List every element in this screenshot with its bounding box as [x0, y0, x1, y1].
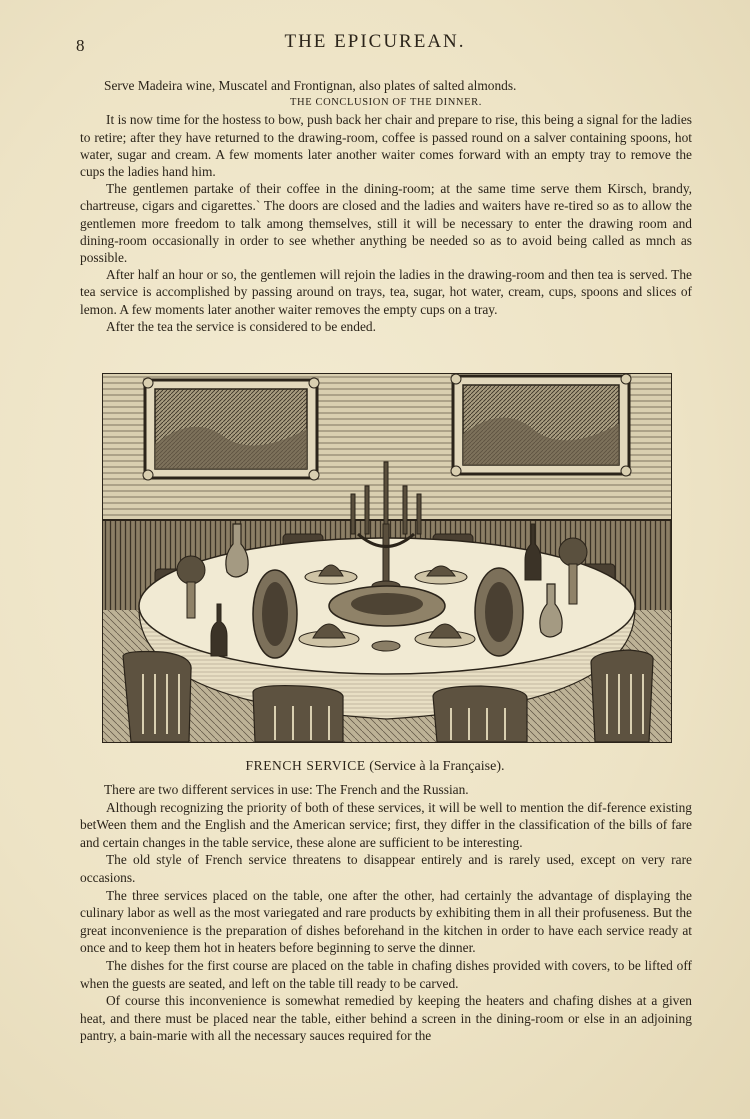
paragraph: Although recognizing the priority of both of these services, it will be well to mention the dif-ference existing betWeen them and the English and the American service; first, they differ in the classification of the bills of fare and certain changes in the table service, these alone are sufficient to be interesting. [80, 799, 692, 850]
paragraph: The three services placed on the table, one after the other, had certainly the advantage of displaying the culinary labor as well as the most variegated and rare products by exhibiting them in all their profuseness. But the great inconvenience is the preparation of dishes beforehand in the kitchen in order to have each service ready at once and to keep them hot in heaters before beginning to serve the dinner. [80, 887, 692, 956]
left-painting [143, 378, 319, 480]
paragraph: The gentlemen partake of their coffee in the dining-room; at the same time serve them Kirsch, brandy, chartreuse, cigars and cigarettes.` The doors are closed and the ladies and waiters have re-tired so as to allow the gentlemen more freedom to talk among themselves, still it will be necessary to enter the drawing room and dining-room occasionally in order to see whether anything be needed so as to avoid being called as mnch as possible. [80, 181, 692, 266]
bottom-text-block [80, 781, 692, 1045]
section-subheading: THE CONCLUSION OF THE DINNER. [290, 97, 482, 109]
centerpiece-platter [329, 586, 445, 626]
paragraph: After half an hour or so, the gentlemen will rejoin the ladies in the drawing-room and then tea is served. The tea service is accomplished by passing around on trays, tea, sugar, hot water, cream, cups, spoons and slices of lemon. A few moments later another waiter removes the empty cups on a tray. [80, 267, 692, 317]
paragraph: The old style of French service threatens to disappear entirely and is rarely used, except on very rare occasions. [80, 852, 692, 885]
figure-caption [0, 758, 750, 775]
running-title: THE EPICUREAN. [284, 31, 466, 52]
top-text-block [80, 77, 692, 335]
paragraph: Of course this inconvenience is somewhat remedied by keeping the heaters and chafing dishes at a given heat, and there must be placed near the table, either behind a screen in the dining-room or else in an adjoining pantry, a bain-marie with all the necessary sauces required for the [80, 993, 692, 1044]
paragraph: There are two different services in use: The French and the Russian. [104, 782, 469, 797]
caption-subtitle: (Service à la Française). [369, 759, 505, 774]
caption-title: FRENCH SERVICE [245, 758, 366, 773]
paragraph: It is now time for the hostess to bow, push back her chair and prepare to rise, this being a signal for the ladies to retire; after they have returned to the drawing-room, coffee is passed round on a salver containing spoons, hot water, sugar and cream. A few moments later another waiter comes forward with an empty tray to remove the cups the ladies hand him. [80, 112, 692, 180]
paragraph: After the tea the service is considered to be ended. [106, 318, 376, 334]
serve-wine-line: Serve Madeira wine, Muscatel and Frontignan, also plates of salted almonds. [104, 78, 517, 93]
dining-table-engraving [102, 373, 672, 743]
page-number: 8 [76, 36, 85, 55]
paragraph: The dishes for the first course are placed on the table in chafing dishes provided with covers, to be lifted off when the guests are seated, and left on the table till ready to be carved. [80, 957, 692, 991]
right-oval-platter [475, 568, 523, 656]
left-oval-platter [253, 570, 297, 658]
right-painting [451, 374, 631, 476]
